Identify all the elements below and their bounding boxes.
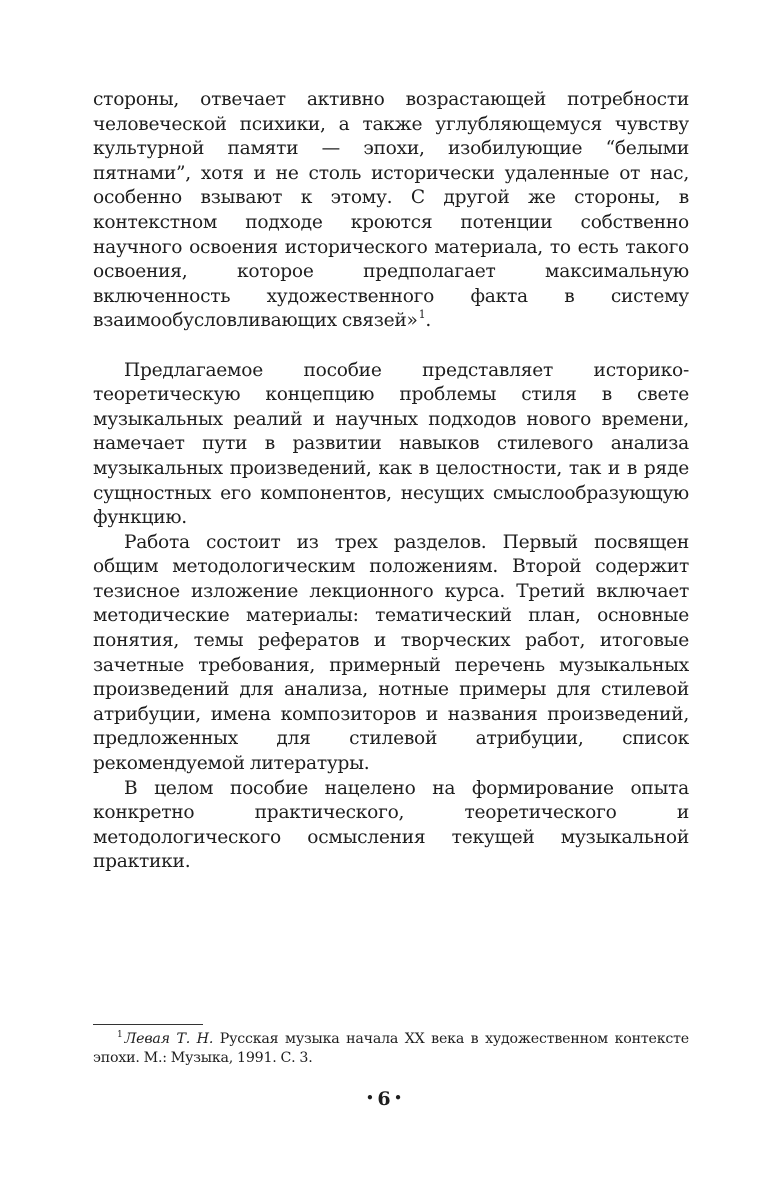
footnote-entry [93, 1030, 689, 1068]
footnote-reference-marker: 1 [418, 308, 426, 322]
page-number [0, 1087, 768, 1112]
paragraph-text: стороны, отвечает активно возрастающей потребности человеческой психики, а также углубляющемуся чувству культурной памяти — эпохи, изобилующие “белыми пятнами”, хотя и не столь исторически удаленные от нас, особенно взывают к этому. С другой же стороны, в контекстном подходе кроются потенции собственно научного освоения исторического материала, то есть такого освоения, которое предполагает максимальную включенность художественного факта в систему взаимообусловливающих связей» [93, 89, 689, 332]
footnote-marker: 1 [117, 1030, 123, 1041]
page-number-value: 6 [377, 1088, 391, 1110]
footnote [93, 1030, 689, 1068]
paragraph-continued-quote: стороны, отвечает активно возрастающей потребности человеческой психики, а также углубляющемуся чувству культурной памяти — эпохи, изобилующие “белыми пятнами”, хотя и не столь исторически удаленные от нас, особенно взывают к этому. С другой же стороны, в контекстном подходе кроются потенции собственно научного освоения исторического материала, то есть такого освоения, которое предполагает максимальную включенность художественного факта в систему взаимообусловливающих связей»$^1$. [93, 89, 689, 332]
footnote-citation: Русская музыка начала XX века в художественном контексте эпохи. М.: Музыка, 1991. С. 3. [93, 1031, 689, 1066]
paragraph-structure: Работа состоит из трех разделов. Первый посвящен общим методологическим положениям. Второй содержит тезисное изложение лекционного курса. Третий включает методические материалы: тематический план, основные понятия, темы рефератов и творческих работ, итоговые зачетные требования, примерный перечень музыкальных произведений для анализа, нотные примеры для стилевой атрибуции, имена композиторов и названия произведений, предложенных для стилевой атрибуции, список рекомендуемой литературы. [93, 531, 689, 775]
paragraph-goal: В целом пособие нацелено на формирование опыта конкретно практического, теоретического и методологического осмысления текущей музыкальной практики. [93, 777, 689, 873]
page-number-right-dot-icon: • [393, 1089, 403, 1107]
footnote-divider [93, 1024, 203, 1025]
footnote-author: Левая Т. Н. [124, 1031, 214, 1047]
main-text [93, 88, 689, 875]
paragraph-manual-description: Предлагаемое пособие представляет историко-теоретическую концепцию проблемы стиля в свете музыкальных реалий и научных подходов нового времени, намечает пути в развитии навыков стилевого анализа музыкальных произведений, как в целостности, так и в ряде сущностных его компонентов, несущих смыслообразующую функцию. [93, 359, 689, 529]
page-number-left-dot-icon: • [365, 1089, 375, 1107]
